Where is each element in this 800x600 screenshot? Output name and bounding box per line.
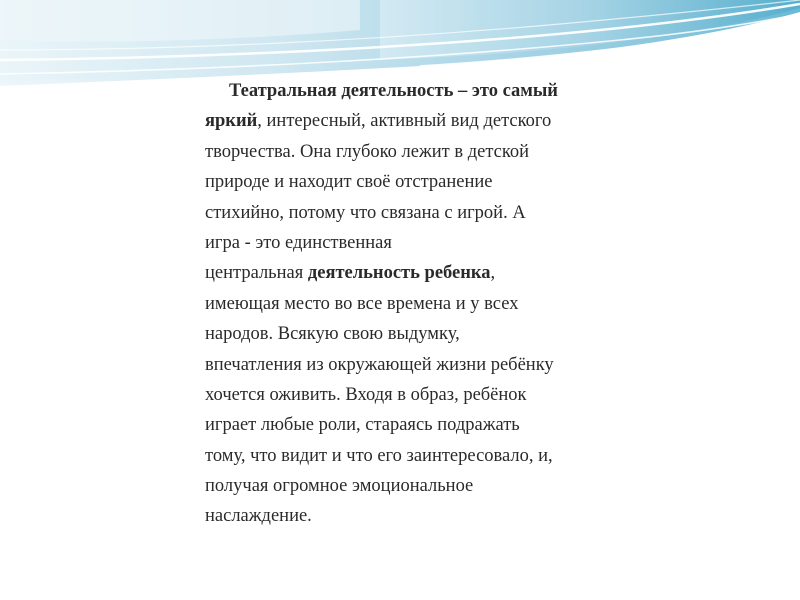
- bold-text: деятельность ребенка: [307, 263, 491, 284]
- text-line: [205, 228, 645, 258]
- text-line: [205, 410, 645, 440]
- text-run: тому, что видит и что его заинтересовало, и,: [205, 445, 553, 466]
- text-run: игра - это единственная: [205, 232, 392, 253]
- text-run: ,: [490, 263, 496, 284]
- text-line: [205, 198, 645, 228]
- text-run: играет любые роли, стараясь подражать: [205, 415, 520, 436]
- text-line: [205, 350, 645, 380]
- text-run: имеющая место во все времена и у всех: [205, 293, 519, 314]
- text-run: впечатления из окружающей жизни ребёнку: [205, 354, 554, 375]
- text-line: [205, 289, 645, 319]
- text-run: , интересный, активный вид детского: [257, 111, 552, 132]
- text-run: наслаждение.: [205, 506, 312, 527]
- text-run: получая огромное эмоциональное: [205, 476, 474, 497]
- text-run: народов. Всякую свою выдумку,: [205, 324, 460, 345]
- text-line: [205, 137, 645, 167]
- text-line: [205, 319, 645, 349]
- text-line: [205, 501, 645, 531]
- text-line: [205, 258, 645, 288]
- text-run: центральная: [205, 263, 308, 284]
- body-text: [205, 76, 645, 532]
- text-line: [205, 76, 645, 106]
- text-line: [205, 167, 645, 197]
- bold-text: Театральная деятельность – это самый: [229, 81, 558, 101]
- text-run: природе и находит своё отстранение: [205, 172, 493, 193]
- text-line: [205, 471, 645, 501]
- text-line: [205, 380, 645, 410]
- text-run: творчества. Она глубоко лежит в детской: [205, 141, 530, 162]
- text-line: [205, 441, 645, 471]
- text-run: хочется оживить. Входя в образ, ребёнок: [205, 384, 527, 405]
- text-line: [205, 106, 645, 136]
- bold-text: яркий: [205, 111, 258, 132]
- text-run: стихийно, потому что связана с игрой. А: [205, 202, 526, 223]
